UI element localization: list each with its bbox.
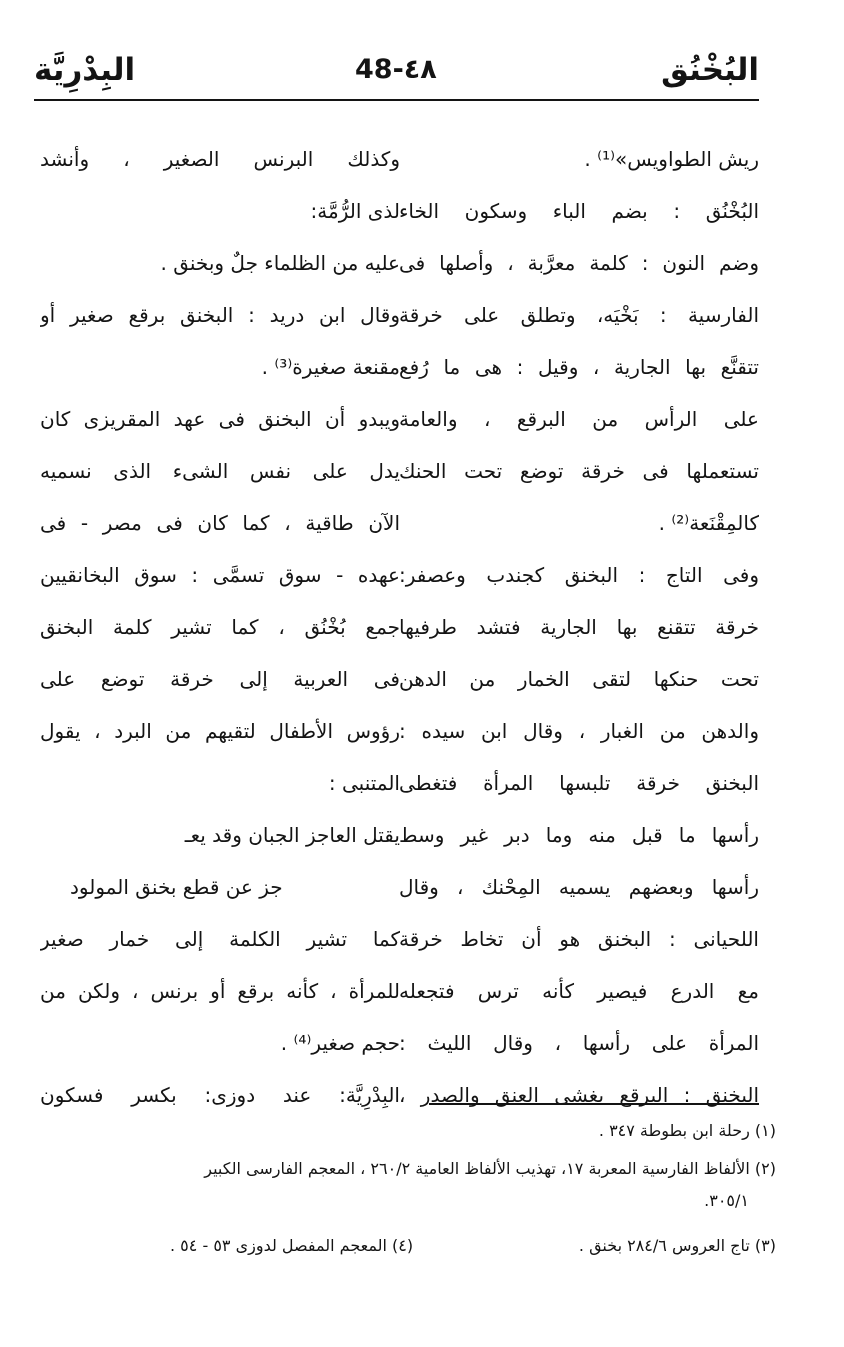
running-head-left: البِدْرِيَّة [34,52,136,88]
text-line: تستعملها فى خرقة توضع تحت الحنك [399,459,759,483]
header-rule [34,99,759,101]
text-line: رأسها ما قبل منه وما دبر غير وسط [399,823,759,847]
right-column [399,133,759,1121]
text-line: عهده - سوق تسمَّى : سوق البخانقيين [40,563,400,587]
text-line: اللحيانى : البخنق هو أن تخاط خرقة [399,927,759,951]
text-line: وضم النون : كلمة معرَّبة ، وأصلها فى [399,251,759,275]
text-line: الفارسية : بَخْيَه، وتطلق على خرقة [399,303,759,327]
text-line: خرقة تتقنع بها الجارية فتشد طرفيها [399,615,759,639]
text-line: على الرأس من البرقع ، والعامة [399,407,759,431]
text-line: كما تشير الكلمة إلى خمار صغير [40,927,400,951]
text-line: حجم صغير⁽⁴⁾ . [280,1031,400,1055]
running-head-right: البُخْنُق [661,52,759,88]
entry-line-bukhnuq: البُخْنُق : بضم الباء وسكون الخاء [399,199,759,223]
text-line: فى العربية إلى خرقة توضع على [40,667,400,691]
footnote-rule [429,1103,759,1105]
footnote-4: (٤) المعجم المفصل لدوزى ٥٣ - ٥٤ . [170,1236,414,1255]
text-line: للمرأة ، كأنه برقع أو برنس ، ولكن من [40,979,400,1003]
verse-line: عليه من الظلماء جلٌ وبخنق . [160,251,400,275]
footnote-2: (٢) الألفاظ الفارسية المعربة ١٧، تهذيب الألفاظ العامية ٢٦٠/٢ ، المعجم الفارسى الكبير [204,1159,776,1178]
text-line: مقنعة صغيرة⁽³⁾ . [261,355,400,379]
text-line: المتنبى : [328,771,400,795]
text-line: يدل على نفس الشىء الذى نسميه [40,459,400,483]
footnote-1: (١) رحلة ابن بطوطة ٣٤٧ . [598,1121,776,1140]
text-line: المرأة على رأسها ، وقال الليث : [399,1031,759,1055]
page-number: 48-٤٨ [355,54,437,85]
text-line: البخنق خرقة تلبسها المرأة فتغطى [399,771,759,795]
text-line: رؤوس الأطفال لتقيهم من البرد ، يقول [40,719,400,743]
text-line: والدهن من الغبار ، وقال ابن سيده : [399,719,759,743]
footnote-2-continued: ٣٠٥/١. [704,1191,749,1210]
verse-line: جز عن قطع بخنق المولود [70,875,283,899]
text-line: تتقنَّع بها الجارية ، وقيل : هى ما رُفع [399,355,759,379]
text-line: وكذلك البرنس الصغير ، وأنشد [40,147,400,171]
text-line: البخنق : البرقع يغشى العنق والصدر ، [399,1083,759,1107]
text-line: ريش الطواويس»⁽¹⁾ . [584,147,759,171]
text-line: كالمِقْنَعة⁽²⁾ . [658,511,759,535]
verse-line: يقتل العاجز الجبان وقد يعـ [184,823,400,847]
text-line: جمع بُخْنُق ، كما تشير كلمة البخنق [40,615,400,639]
text-line: وفى التاج : البخنق كجندب وعصفر: [399,563,759,587]
text-line: الآن طاقية ، كما كان فى مصر - فى [40,511,400,535]
footnote-3: (٣) تاج العروس ٢٨٤/٦ بخنق . [578,1236,776,1255]
text-line: مع الدرع فيصير كأنه ترس فتجعله [399,979,759,1003]
text-line: ويبدو أن البخنق فى عهد المقريزى كان [40,407,400,431]
entry-line-badriyya: البِدْرِيَّة: عند دوزى: بكسر فسكون [40,1083,400,1107]
text-line: لذى الرُّمَّة: [310,199,400,223]
text-line: تحت حنكها لتقى الخمار من الدهن [399,667,759,691]
text-line: رأسها وبعضهم يسميه المِحْنك ، وقال [399,875,759,899]
left-column [40,133,400,1121]
text-line: وقال ابن دريد : البخنق برقع صغير أو [40,303,400,327]
